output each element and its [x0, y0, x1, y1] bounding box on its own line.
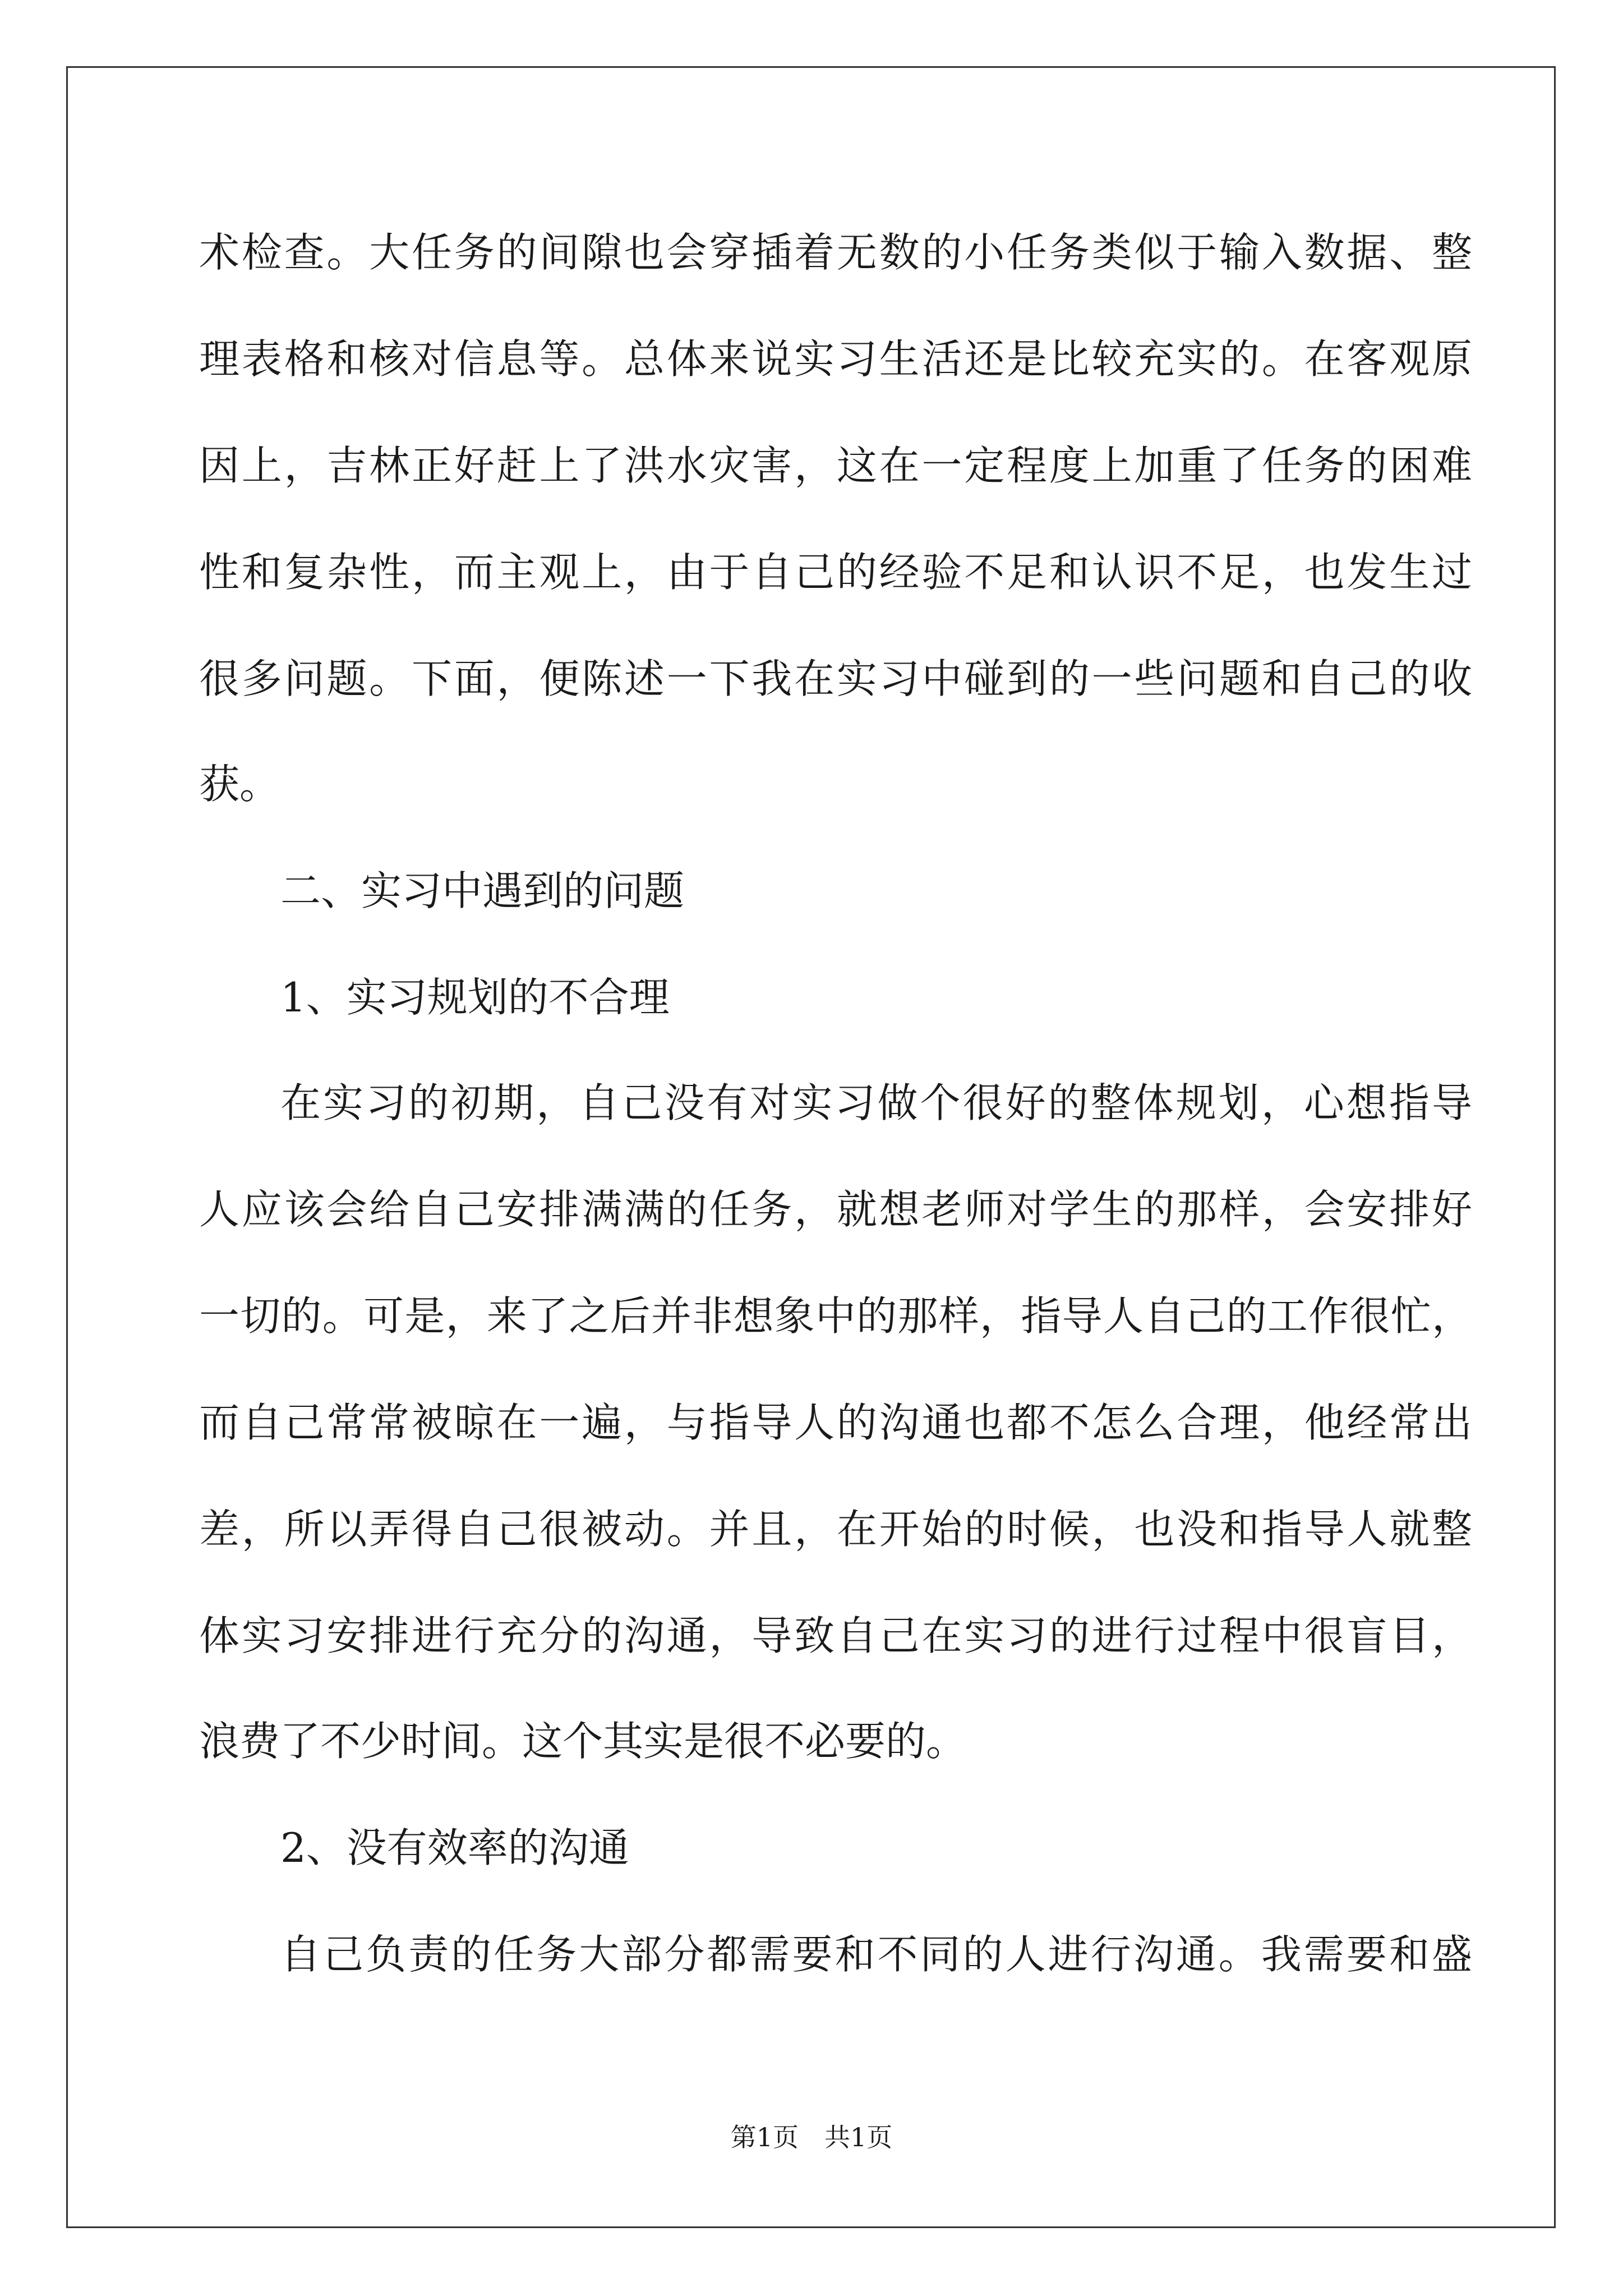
text-line: 在实习的初期，自己没有对实习做个很好的整体规划，心想指导	[280, 1079, 1472, 1126]
text-line: 人应该会给自己安排满满的任务，就想老师对学生的那样，会安排好	[199, 1186, 1472, 1233]
page-border	[66, 66, 1556, 2228]
section-heading: 二、实习中遇到的问题	[280, 867, 685, 914]
text-line: 浪费了不少时间。这个其实是很不必要的。	[199, 1718, 967, 1765]
page-footer	[0, 2120, 1623, 2154]
subsection-heading: 2、没有效率的沟通	[280, 1824, 629, 1871]
text-line: 因上，吉林正好赶上了洪水灾害，这在一定程度上加重了任务的困难	[199, 442, 1472, 489]
subsection-heading: 1、实习规划的不合理	[280, 974, 670, 1021]
text-line: 性和复杂性，而主观上，由于自己的经验不足和认识不足，也发生过	[199, 549, 1472, 596]
text-line: 差，所以弄得自己很被动。并且，在开始的时候，也没和指导人就整	[199, 1506, 1472, 1553]
text-line: 获。	[199, 761, 280, 808]
text-line: 术检查。大任务的间隙也会穿插着无数的小任务类似于输入数据、整	[199, 229, 1472, 276]
text-line: 自己负责的任务大部分都需要和不同的人进行沟通。我需要和盛	[280, 1931, 1472, 1978]
text-line: 体实习安排进行充分的沟通，导致自己在实习的进行过程中很盲目，	[199, 1612, 1472, 1659]
text-line: 而自己常常被晾在一遍，与指导人的沟通也都不怎么合理，他经常出	[199, 1399, 1472, 1446]
text-line: 一切的。可是，来了之后并非想象中的那样，指导人自己的工作很忙，	[199, 1292, 1472, 1340]
text-line: 很多问题。下面，便陈述一下我在实习中碰到的一些问题和自己的收	[199, 655, 1472, 702]
page-number: 第1页 共1页	[730, 2122, 893, 2152]
text-line: 理表格和核对信息等。总体来说实习生活还是比较充实的。在客观原	[199, 335, 1472, 383]
